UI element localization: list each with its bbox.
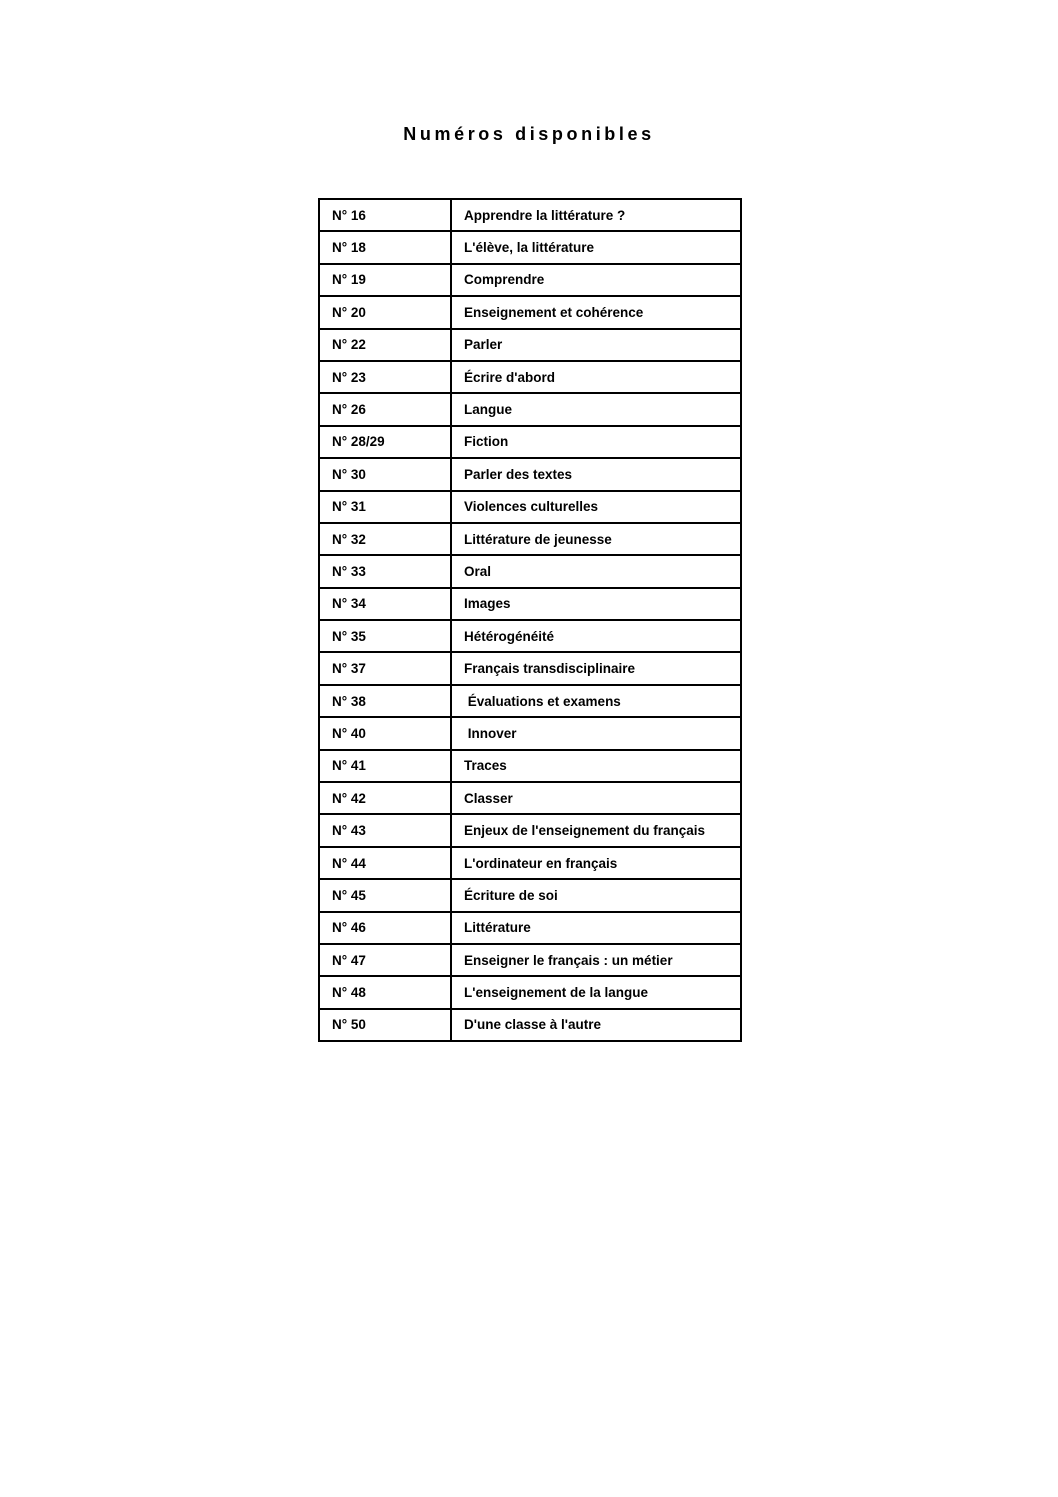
issue-number-cell: N° 34 bbox=[319, 588, 451, 620]
table-row bbox=[319, 426, 741, 458]
issue-number-cell: N° 32 bbox=[319, 523, 451, 555]
table-row bbox=[319, 814, 741, 846]
issue-number-cell: N° 30 bbox=[319, 458, 451, 490]
table-row bbox=[319, 879, 741, 911]
issue-number-cell: N° 23 bbox=[319, 361, 451, 393]
issue-title-cell: Enseigner le français : un métier bbox=[451, 944, 741, 976]
issue-title-cell: Enseignement et cohérence bbox=[451, 296, 741, 328]
table-row bbox=[319, 296, 741, 328]
issue-number-cell: N° 41 bbox=[319, 750, 451, 782]
table-row bbox=[319, 847, 741, 879]
table-row bbox=[319, 652, 741, 684]
issue-number-cell: N° 26 bbox=[319, 393, 451, 425]
table-row bbox=[319, 555, 741, 587]
table-row bbox=[319, 588, 741, 620]
table-row bbox=[319, 944, 741, 976]
issue-title-cell: Langue bbox=[451, 393, 741, 425]
issue-title-cell: Classer bbox=[451, 782, 741, 814]
issue-title-cell: Parler des textes bbox=[451, 458, 741, 490]
issue-number-cell: N° 47 bbox=[319, 944, 451, 976]
table-row bbox=[319, 361, 741, 393]
issue-number-cell: N° 28/29 bbox=[319, 426, 451, 458]
issue-title-cell: Violences culturelles bbox=[451, 491, 741, 523]
issue-title-cell: Écriture de soi bbox=[451, 879, 741, 911]
issue-title-cell: Comprendre bbox=[451, 264, 741, 296]
issue-number-cell: N° 40 bbox=[319, 717, 451, 749]
issue-title-cell: Fiction bbox=[451, 426, 741, 458]
issue-number-cell: N° 16 bbox=[319, 199, 451, 231]
issue-number-cell: N° 33 bbox=[319, 555, 451, 587]
issue-number-cell: N° 38 bbox=[319, 685, 451, 717]
issue-number-cell: N° 35 bbox=[319, 620, 451, 652]
issue-title-cell: Enjeux de l'enseignement du français bbox=[451, 814, 741, 846]
issue-title-cell: L'ordinateur en français bbox=[451, 847, 741, 879]
table-row bbox=[319, 782, 741, 814]
issue-title-cell: Écrire d'abord bbox=[451, 361, 741, 393]
issue-number-cell: N° 42 bbox=[319, 782, 451, 814]
table-row bbox=[319, 491, 741, 523]
issue-number-cell: N° 46 bbox=[319, 912, 451, 944]
table-row bbox=[319, 1009, 741, 1041]
issue-title-cell: Innover bbox=[451, 717, 741, 749]
table-row bbox=[319, 976, 741, 1008]
issue-title-cell: Traces bbox=[451, 750, 741, 782]
issue-title-cell: Oral bbox=[451, 555, 741, 587]
issue-number-cell: N° 19 bbox=[319, 264, 451, 296]
issue-number-cell: N° 50 bbox=[319, 1009, 451, 1041]
issue-title-cell: Littérature de jeunesse bbox=[451, 523, 741, 555]
table-row bbox=[319, 458, 741, 490]
issue-title-cell: Apprendre la littérature ? bbox=[451, 199, 741, 231]
table-row bbox=[319, 393, 741, 425]
table-row bbox=[319, 523, 741, 555]
issue-title-cell: D'une classe à l'autre bbox=[451, 1009, 741, 1041]
issue-number-cell: N° 44 bbox=[319, 847, 451, 879]
issue-number-cell: N° 20 bbox=[319, 296, 451, 328]
issue-title-cell: Littérature bbox=[451, 912, 741, 944]
issue-number-cell: N° 37 bbox=[319, 652, 451, 684]
issue-number-cell: N° 45 bbox=[319, 879, 451, 911]
issue-title-cell: L'élève, la littérature bbox=[451, 231, 741, 263]
table-row bbox=[319, 329, 741, 361]
issue-title-cell: Parler bbox=[451, 329, 741, 361]
issue-number-cell: N° 43 bbox=[319, 814, 451, 846]
issues-table bbox=[318, 198, 742, 1042]
issue-title-cell: L'enseignement de la langue bbox=[451, 976, 741, 1008]
page-title: Numéros disponibles bbox=[403, 124, 655, 144]
issue-number-cell: N° 48 bbox=[319, 976, 451, 1008]
table-row bbox=[319, 264, 741, 296]
issue-number-cell: N° 18 bbox=[319, 231, 451, 263]
issue-title-cell: Hétérogénéité bbox=[451, 620, 741, 652]
table-row bbox=[319, 717, 741, 749]
issue-title-cell: Français transdisciplinaire bbox=[451, 652, 741, 684]
issue-title-cell: Images bbox=[451, 588, 741, 620]
table-row bbox=[319, 685, 741, 717]
issue-title-cell: Évaluations et examens bbox=[451, 685, 741, 717]
table-row bbox=[319, 231, 741, 263]
table-row bbox=[319, 620, 741, 652]
table-row bbox=[319, 199, 741, 231]
issue-number-cell: N° 22 bbox=[319, 329, 451, 361]
issue-number-cell: N° 31 bbox=[319, 491, 451, 523]
table-row bbox=[319, 912, 741, 944]
table-row bbox=[319, 750, 741, 782]
